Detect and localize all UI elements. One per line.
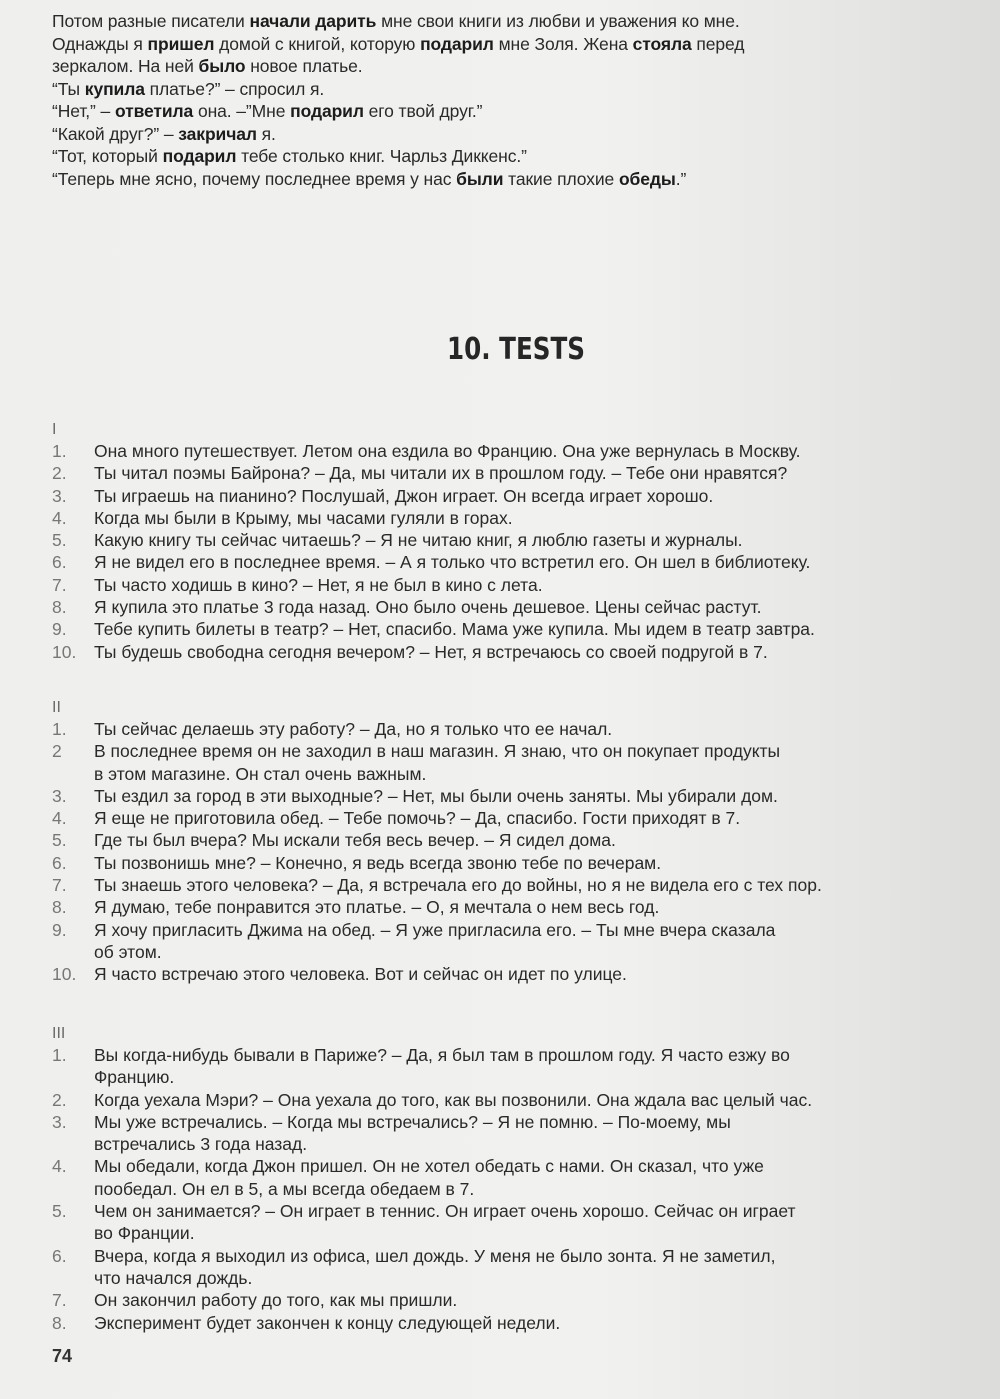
- item-text: Ты сейчас делаешь эту работу? – Да, но я только что ее начал.: [94, 719, 613, 739]
- test-item: [52, 574, 980, 596]
- text-run: “Тот, который: [52, 146, 163, 166]
- item-text: Ты позвонишь мне? – Конечно, я ведь всегда звоню тебе по вечерам.: [94, 852, 662, 873]
- text-run: “Нет,” –: [52, 101, 115, 121]
- test-item: [52, 785, 980, 807]
- test-item: [52, 1200, 980, 1245]
- test-item: [52, 1245, 980, 1290]
- test-item: [52, 807, 980, 829]
- item-text: Я хочу пригласить Джима на обед. – Я уже пригласила его. – Ты мне вчера сказала: [94, 919, 776, 940]
- test-item: [52, 963, 980, 985]
- item-text: пообедал. Он ел в 5, а мы всегда обедаем в 7.: [94, 1178, 475, 1199]
- item-text: Францию.: [94, 1067, 175, 1088]
- intro-line: [52, 100, 980, 123]
- test-item: [52, 896, 980, 918]
- item-text: в этом магазине. Он стал очень важным.: [94, 763, 427, 784]
- test-item: [52, 440, 980, 462]
- item-text: Ты играешь на пианино? Послушай, Джон играет. Он всегда играет хорошо.: [94, 485, 714, 506]
- highlighted-verb: стояла: [632, 33, 692, 54]
- item-number: 3.: [52, 785, 67, 806]
- item-number: 5.: [52, 1201, 67, 1222]
- item-number: 4.: [52, 1156, 67, 1177]
- section-label: III: [52, 1025, 66, 1042]
- test-item: [52, 485, 980, 507]
- highlighted-verb: подарил: [420, 33, 494, 54]
- test-item: [52, 1312, 980, 1334]
- item-text: Вчера, когда я выходил из офиса, шел дождь. У меня не было зонта. Я не заметил,: [94, 1245, 776, 1266]
- text-run: тебе столько книг. Чарльз Диккенс.”: [236, 146, 527, 166]
- item-text: встречались 3 года назад.: [94, 1134, 308, 1155]
- text-run: Однажды я: [52, 33, 148, 54]
- text-run: Потом разные писатели: [52, 11, 250, 31]
- item-text: Ты будешь свободна сегодня вечером? – Нет, я встречаюсь со своей подругой в 7.: [94, 641, 768, 662]
- item-number: 9.: [52, 619, 67, 640]
- highlighted-verb: были: [456, 168, 504, 189]
- highlighted-verb: подарил: [162, 146, 237, 166]
- item-text: Какую книгу ты сейчас читаешь? – Я не читаю книг, я люблю газеты и журналы.: [94, 530, 743, 551]
- item-number: 6.: [52, 552, 67, 573]
- item-number: 7.: [52, 574, 67, 595]
- highlighted-verb: было: [198, 56, 246, 76]
- item-text: Эксперимент будет закончен к концу следующей недели.: [94, 1312, 561, 1333]
- item-number: 8.: [52, 597, 67, 618]
- item-text: Я купила это платье 3 года назад. Оно было очень дешевое. Цены сейчас растут.: [94, 597, 762, 618]
- intro-line: [52, 78, 980, 101]
- item-number: 1.: [52, 1045, 67, 1065]
- test-item: [52, 462, 980, 484]
- item-number: 1.: [52, 719, 67, 739]
- test-item: [52, 829, 980, 851]
- test-item: [52, 718, 980, 740]
- text-run: перед: [691, 33, 745, 54]
- test-section-3: [52, 1024, 980, 1334]
- item-text: Ты ездил за город в эти выходные? – Нет, мы были очень заняты. Мы убирали дом.: [94, 785, 778, 806]
- highlighted-verb: закричал: [178, 123, 257, 144]
- test-section-2: [52, 698, 980, 986]
- item-text: Я не видел его в последнее время. – А я только что встретил его. Он шел в библиотеку.: [94, 552, 811, 573]
- item-number: 5.: [52, 530, 67, 551]
- item-text: Мы уже встречались. – Когда мы встречались? – Я не помню. – По-моему, мы: [94, 1111, 731, 1132]
- item-number: 7.: [52, 1290, 67, 1311]
- item-text: Ты часто ходишь в кино? – Нет, я не был в кино с лета.: [94, 574, 543, 595]
- item-number: 8.: [52, 1312, 67, 1333]
- intro-paragraph: [52, 10, 980, 190]
- intro-line: [52, 168, 980, 191]
- section-label: II: [52, 699, 61, 716]
- item-text: что начался дождь.: [94, 1267, 253, 1288]
- text-run: домой с книгой, которую: [214, 33, 421, 54]
- item-text: Где ты был вчера? Мы искали тебя весь вечер. – Я сидел дома.: [94, 830, 616, 851]
- intro-line: [52, 55, 980, 78]
- text-run: зеркалом. На ней: [52, 56, 199, 76]
- intro-line: [52, 10, 980, 33]
- item-number: 6.: [52, 1245, 67, 1266]
- item-text: Я часто встречаю этого человека. Вот и сейчас он идет по улице.: [94, 964, 627, 985]
- item-number: 9.: [52, 919, 67, 940]
- intro-line: [52, 33, 980, 56]
- test-item: [52, 740, 980, 785]
- highlighted-verb: начали дарить: [249, 11, 377, 31]
- item-number: 2: [52, 741, 62, 762]
- page-title: 10. TESTS: [447, 332, 585, 367]
- item-number: 5.: [52, 830, 67, 851]
- item-text: во Франции.: [94, 1223, 195, 1244]
- item-number: 10.: [52, 964, 77, 985]
- item-number: 2.: [52, 1089, 67, 1110]
- test-item: [52, 596, 980, 618]
- item-text: Я еще не приготовила обед. – Тебе помочь? – Да, спасибо. Гости приходят в 7.: [94, 808, 741, 829]
- test-item: [52, 551, 980, 573]
- test-section-1: [52, 420, 980, 663]
- test-item: [52, 1089, 980, 1111]
- item-number: 7.: [52, 875, 67, 896]
- text-run: новое платье.: [245, 56, 363, 76]
- item-number: 8.: [52, 897, 67, 918]
- section-label: I: [52, 421, 57, 438]
- test-item: [52, 919, 980, 964]
- item-number: 1.: [52, 441, 67, 461]
- item-text: Он закончил работу до того, как мы пришли.: [94, 1290, 458, 1311]
- highlighted-verb: купила: [84, 78, 145, 99]
- test-item: [52, 641, 980, 663]
- intro-line: [52, 145, 980, 168]
- text-run: мне свои книги из любви и уважения ко мне.: [376, 11, 740, 31]
- page-number: 74: [52, 1346, 73, 1366]
- highlighted-verb: подарил: [290, 101, 364, 121]
- test-item: [52, 1044, 980, 1089]
- item-text: Я думаю, тебе понравится это платье. – О, я мечтала о нем весь год.: [94, 897, 660, 918]
- highlighted-verb: ответила: [114, 101, 194, 121]
- test-item: [52, 618, 980, 640]
- text-run: “Какой друг?” –: [52, 123, 179, 144]
- text-run: платье?” – спросил я.: [144, 78, 325, 99]
- item-text: Чем он занимается? – Он играет в теннис. Он играет очень хорошо. Сейчас он играет: [94, 1201, 796, 1222]
- test-item: [52, 507, 980, 529]
- text-run: такие плохие: [503, 168, 619, 189]
- test-item: [52, 1111, 980, 1156]
- item-number: 4.: [52, 507, 67, 528]
- item-text: Когда мы были в Крыму, мы часами гуляли в горах.: [94, 507, 513, 528]
- highlighted-verb: обеды: [618, 168, 676, 189]
- intro-line: [52, 123, 980, 146]
- item-number: 6.: [52, 852, 67, 873]
- item-number: 2.: [52, 463, 67, 484]
- item-text: Вы когда-нибудь бывали в Париже? – Да, я был там в прошлом году. Я часто езжу во: [94, 1045, 790, 1065]
- item-text: Тебе купить билеты в театр? – Нет, спасибо. Мама уже купила. Мы идем в театр завтра.: [94, 619, 815, 640]
- document-page: [52, 10, 980, 1366]
- item-number: 3.: [52, 485, 67, 506]
- text-run: я.: [256, 123, 276, 144]
- item-text: Ты читал поэмы Байрона? – Да, мы читали их в прошлом году. – Тебе они нравятся?: [94, 463, 788, 484]
- test-item: [52, 1289, 980, 1311]
- text-run: “Ты: [52, 78, 85, 99]
- item-number: 10.: [52, 641, 77, 662]
- item-text: В последнее время он не заходил в наш магазин. Я знаю, что он покупает продукты: [94, 741, 781, 762]
- item-text: Она много путешествует. Летом она ездила во Францию. Она уже вернулась в Москву.: [94, 441, 801, 461]
- test-item: [52, 874, 980, 896]
- item-number: 3.: [52, 1111, 67, 1132]
- test-item: [52, 1155, 980, 1200]
- item-text: Когда уехала Мэри? – Она уехала до того, как вы позвонили. Она ждала вас целый час.: [94, 1089, 813, 1110]
- text-run: .”: [675, 168, 687, 189]
- text-run: мне Золя. Жена: [493, 33, 633, 54]
- highlighted-verb: пришел: [147, 33, 215, 54]
- text-run: “Теперь мне ясно, почему последнее время у нас: [52, 168, 457, 189]
- text-run: его твой друг.”: [363, 101, 483, 121]
- item-text: Ты знаешь этого человека? – Да, я встречала его до войны, но я не видела его с тех пор.: [94, 875, 822, 896]
- item-text: об этом.: [94, 941, 162, 962]
- item-number: 4.: [52, 808, 67, 829]
- text-run: она. –”Мне: [193, 101, 291, 121]
- test-item: [52, 529, 980, 551]
- item-text: Мы обедали, когда Джон пришел. Он не хотел обедать с нами. Он сказал, что уже: [94, 1156, 764, 1177]
- test-item: [52, 852, 980, 874]
